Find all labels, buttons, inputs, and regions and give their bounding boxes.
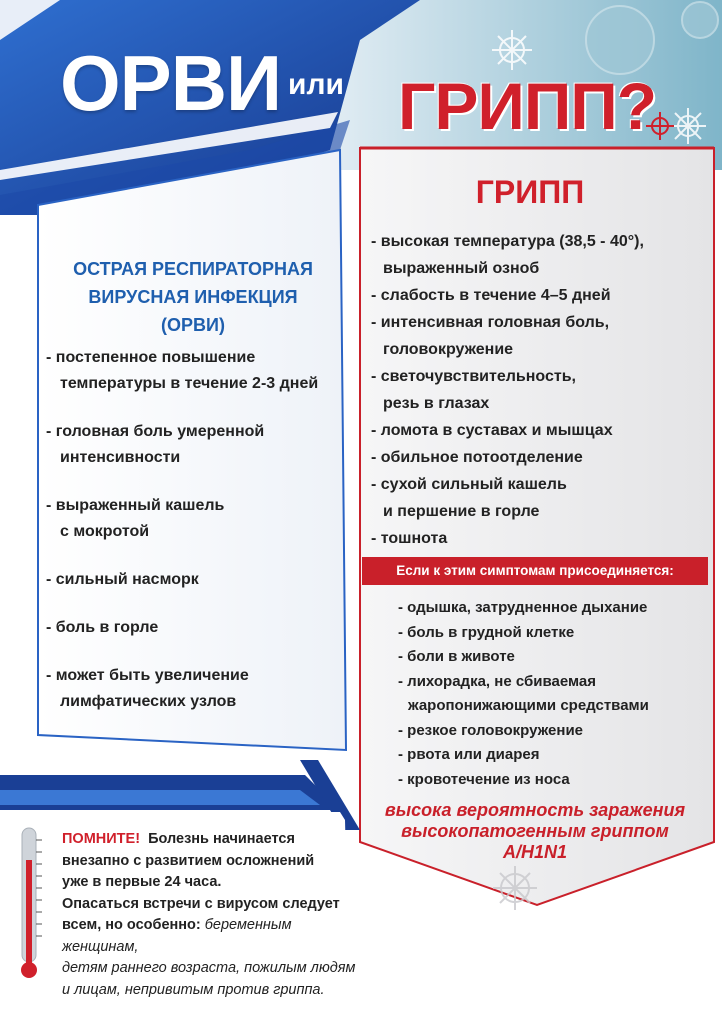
list-item-text: головокружение xyxy=(383,341,514,358)
gripp-symptom-list xyxy=(371,228,701,552)
list-item xyxy=(371,471,701,525)
warning-line: A/H1N1 xyxy=(502,842,568,862)
list-item-text: лимфатических узлов xyxy=(60,693,237,710)
notice-text: уже в первые 24 часа. xyxy=(62,874,222,890)
title-orvi: ОРВИ xyxy=(60,39,282,127)
h1n1-warning xyxy=(362,800,708,863)
list-item xyxy=(371,363,701,417)
list-item xyxy=(371,228,701,282)
list-item-text: - боли в животе xyxy=(398,648,515,665)
list-item xyxy=(371,525,701,552)
list-item xyxy=(371,309,701,363)
list-item-text: - высокая температура (38,5 - 40°), xyxy=(371,233,644,250)
orvi-heading-line: ВИРУСНАЯ ИНФЕКЦИЯ xyxy=(88,287,298,307)
complications-list xyxy=(398,596,708,792)
list-item-text: - постепенное повышение xyxy=(46,349,256,366)
list-item-text: интенсивности xyxy=(60,449,181,466)
list-item-text: - головная боль умеренной xyxy=(46,423,265,440)
list-item-text: - слабость в течение 4–5 дней xyxy=(371,287,611,304)
list-item-text: - обильное потоотделение xyxy=(371,449,583,466)
list-item xyxy=(371,444,701,471)
remember-notice xyxy=(62,829,362,1001)
list-item xyxy=(398,596,708,621)
list-item-text: температуры в течение 2-3 дней xyxy=(60,375,319,392)
list-item-text: - выраженный кашель xyxy=(46,497,225,514)
list-item-text: - резкое головокружение xyxy=(398,721,584,739)
notice-text: всем, но особенно: xyxy=(62,917,201,933)
list-item-text: с мокротой xyxy=(60,523,150,540)
virus-icon xyxy=(670,108,706,144)
list-item xyxy=(398,719,708,744)
list-item xyxy=(46,567,346,593)
complications-banner: Если к этим симптомам присоединяется: xyxy=(362,557,708,585)
list-item-text: - лихорадка, не сбиваемая xyxy=(398,672,596,690)
list-item xyxy=(46,615,346,641)
list-item-text: резь в глазах xyxy=(383,395,490,412)
list-item-text: - кровотечение из носа xyxy=(398,770,570,788)
list-item-text: выраженный озноб xyxy=(383,260,540,277)
orvi-heading-line: (ОРВИ) xyxy=(161,315,225,335)
notice-text: Опасаться встречи с вирусом следует xyxy=(62,895,340,912)
warning-line: высока вероятность заражения xyxy=(384,800,686,820)
list-item-text: - сухой сильный кашель xyxy=(371,476,567,493)
list-item xyxy=(398,621,708,646)
list-item xyxy=(46,493,346,545)
list-item-text: - сильный насморк xyxy=(46,571,199,588)
list-item-text: - ломота в суставах и мышцах xyxy=(371,422,613,439)
list-item xyxy=(398,768,708,793)
notice-text: внезапно с развитием осложнений xyxy=(62,852,315,869)
virus-icon xyxy=(492,30,532,70)
list-item-text: - одышка, затрудненное дыхание xyxy=(398,599,648,616)
list-item-text: - боль в горле xyxy=(46,619,159,636)
notice-label: ПОМНИТЕ! xyxy=(62,831,141,847)
list-item xyxy=(398,645,708,670)
list-item xyxy=(371,417,701,444)
list-item xyxy=(46,419,346,471)
notice-text: и лицам, непривитым против гриппа. xyxy=(62,981,325,998)
title-gripp: ГРИПП? xyxy=(398,69,657,143)
title-or: или xyxy=(288,68,344,101)
list-item-text: - светочувствительность, xyxy=(371,368,576,385)
list-item-text: - тошнота xyxy=(371,530,448,547)
list-item-text: и першение в горле xyxy=(383,503,540,520)
gripp-heading: ГРИПП xyxy=(475,174,585,210)
list-item xyxy=(46,345,346,397)
notice-text: детям раннего возраста, пожилым людям xyxy=(62,960,356,976)
notice-text: Болезнь начинается xyxy=(148,831,295,847)
orvi-symptom-list xyxy=(46,345,346,737)
list-item-text: жаропонижающими средствами xyxy=(408,697,649,714)
list-item xyxy=(46,663,346,715)
list-item xyxy=(398,670,708,719)
notice-text: беременным женщинам, xyxy=(62,917,292,955)
orvi-heading xyxy=(48,255,338,339)
orvi-heading-line: ОСТРАЯ РЕСПИРАТОРНАЯ xyxy=(73,259,313,279)
list-item xyxy=(398,743,708,768)
list-item-text: - боль в грудной клетке xyxy=(398,623,575,641)
list-item xyxy=(371,282,701,309)
warning-line: высокопатогенным гриппом xyxy=(401,821,669,841)
list-item-text: - может быть увеличение xyxy=(46,667,249,684)
list-item-text: - интенсивная головная боль, xyxy=(371,314,610,331)
list-item-text: - рвота или диарея xyxy=(398,746,540,763)
